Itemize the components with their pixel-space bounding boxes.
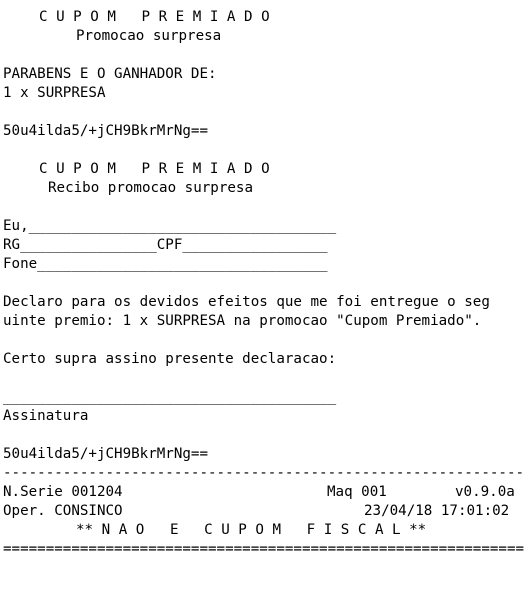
receipt-title-2: C U P O M P R E M I A D O bbox=[39, 161, 270, 177]
issue-datetime: 23/04/18 17:01:02 bbox=[364, 503, 510, 519]
verification-code-2: 50u4ilda5/+jCH9BkrMrNg== bbox=[3, 446, 208, 462]
fiscal-notice: ** N A O E C U P O M F I S C A L ** bbox=[76, 522, 427, 538]
equals-separator: ============================================================= bbox=[3, 541, 525, 557]
operator: Oper. CONSINCO bbox=[3, 503, 123, 519]
field-eu: Eu,____________________________________ bbox=[3, 218, 337, 234]
certify-line: Certo supra assino presente declaracao: bbox=[3, 351, 337, 367]
receipt-subtitle: Promocao surpresa bbox=[76, 28, 222, 44]
declaration-line-1: Declaro para os devidos efeitos que me foi entregue o seg bbox=[3, 294, 490, 310]
declaration-line-2: uinte premio: 1 x SURPRESA na promocao "Cupom Premiado". bbox=[3, 313, 482, 329]
signature-label: Assinatura bbox=[3, 408, 89, 424]
signature-line: _______________________________________ bbox=[3, 389, 337, 405]
field-fone: Fone__________________________________ bbox=[3, 256, 328, 272]
receipt-title: C U P O M P R E M I A D O bbox=[39, 9, 270, 25]
field-rg-cpf: RG________________CPF_________________ bbox=[3, 237, 328, 253]
serial-number: N.Serie 001204 bbox=[3, 484, 123, 500]
dash-separator: ------------------------------------------------------------- bbox=[3, 465, 525, 481]
prize-line: 1 x SURPRESA bbox=[3, 85, 106, 101]
winner-heading: PARABENS E O GANHADOR DE: bbox=[3, 66, 217, 82]
receipt-subtitle-2: Recibo promocao surpresa bbox=[48, 180, 253, 196]
verification-code: 50u4ilda5/+jCH9BkrMrNg== bbox=[3, 123, 208, 139]
machine-number: Maq 001 bbox=[327, 484, 387, 500]
software-version: v0.9.0a bbox=[455, 484, 515, 500]
